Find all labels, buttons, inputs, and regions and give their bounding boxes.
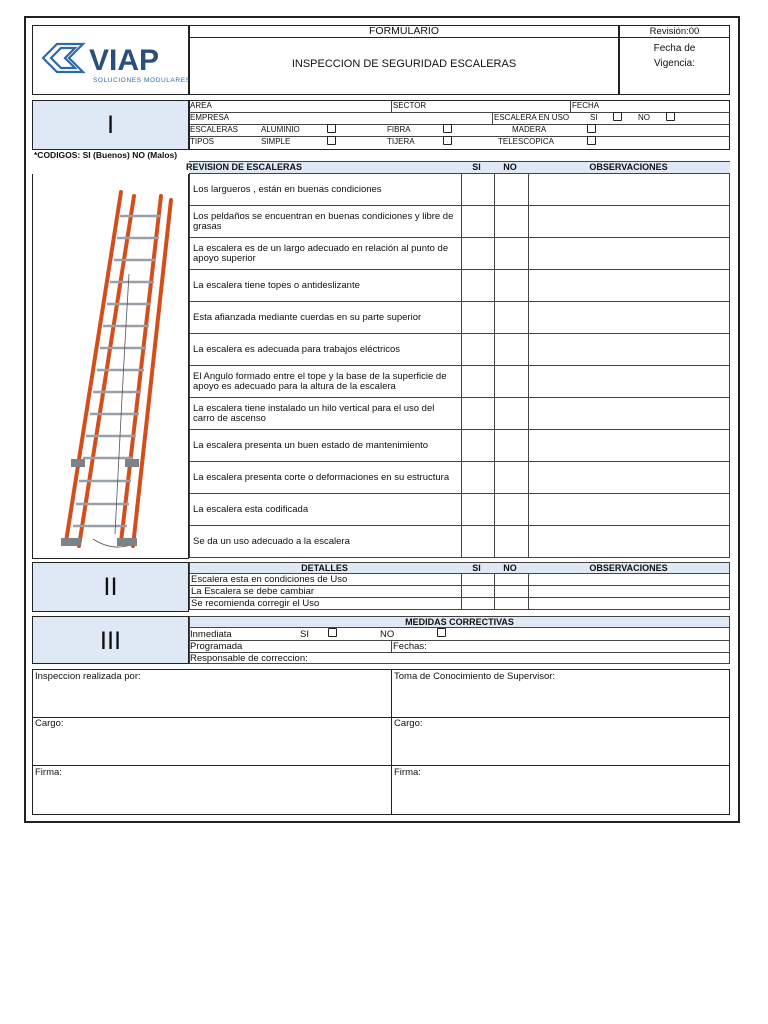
detalles-no-header: NO xyxy=(503,563,517,573)
revision-si-cell[interactable] xyxy=(461,462,494,494)
firma-left-label: Firma: xyxy=(35,767,62,778)
inmediata-si-checkbox[interactable] xyxy=(328,628,337,637)
madera-label: MADERA xyxy=(512,125,547,134)
toma-label: Toma de Conocimiento de Supervisor: xyxy=(394,671,556,682)
revision-no-cell[interactable] xyxy=(494,238,528,270)
revision-row xyxy=(189,398,730,430)
revision-row xyxy=(189,494,730,526)
uso-si-checkbox[interactable] xyxy=(613,112,622,121)
detalles-si-header: SI xyxy=(472,563,481,573)
revision-row xyxy=(189,526,730,558)
detalles-si-cell[interactable] xyxy=(461,586,494,598)
revision-si-cell[interactable] xyxy=(461,366,494,398)
telescopica-label: TELESCOPICA xyxy=(498,137,555,146)
cargo-right-label: Cargo: xyxy=(394,718,423,729)
revision-obs-cell[interactable] xyxy=(528,398,730,430)
inmediata-no-checkbox[interactable] xyxy=(437,628,446,637)
tipos-label: TIPOS xyxy=(190,137,215,146)
revision-no-cell[interactable] xyxy=(494,302,528,334)
revision-obs-cell[interactable] xyxy=(528,462,730,494)
detalles-no-cell[interactable] xyxy=(494,586,528,598)
detalles-row xyxy=(189,574,730,586)
detalles-obs-cell[interactable] xyxy=(528,598,730,610)
revision-item-text: La escalera tiene instalado un hilo vertical para el uso del carro de ascenso xyxy=(193,402,435,424)
revision-si-cell[interactable] xyxy=(461,174,494,206)
medidas-header: MEDIDAS CORRECTIVAS xyxy=(405,617,514,627)
tijera-checkbox[interactable] xyxy=(443,136,452,145)
revision-si-cell[interactable] xyxy=(461,302,494,334)
detalles-obs-cell[interactable] xyxy=(528,586,730,598)
section-i-box xyxy=(32,100,189,150)
revision-si-cell[interactable] xyxy=(461,398,494,430)
section-i-numeral: I xyxy=(106,111,115,139)
revision-no-cell[interactable] xyxy=(494,462,528,494)
revision-no-cell[interactable] xyxy=(494,334,528,366)
revision-si-cell[interactable] xyxy=(461,206,494,238)
ladder-image-cell xyxy=(32,174,189,559)
revision-header: REVISION DE ESCALERAS xyxy=(186,162,303,172)
revision-si-cell[interactable] xyxy=(461,238,494,270)
programada-label: Programada xyxy=(190,641,243,652)
inspeccion-label: Inspeccion realizada por: xyxy=(35,671,141,682)
revision-obs-cell[interactable] xyxy=(528,494,730,526)
form-title: INSPECCION DE SEGURIDAD ESCALERAS xyxy=(291,58,517,70)
signature-grid xyxy=(32,669,730,815)
aluminio-checkbox[interactable] xyxy=(327,124,336,133)
revision-row xyxy=(189,238,730,270)
empresa-label: EMPRESA xyxy=(190,113,230,122)
simple-label: SIMPLE xyxy=(261,137,291,146)
revision-obs-cell[interactable] xyxy=(528,366,730,398)
revision-no-cell[interactable] xyxy=(494,526,528,558)
revision-item-text: El Angulo formado entre el tope y la base de la superficie de apoyo es adecuado para la altura de la escalera xyxy=(193,370,447,392)
revision-item-text: La escalera es de un largo adecuado en relación al punto de apoyo superior xyxy=(193,242,449,264)
revision-obs-header: OBSERVACIONES xyxy=(589,162,668,172)
cargo-left-label: Cargo: xyxy=(35,718,64,729)
inmediata-label: Inmediata xyxy=(190,629,232,640)
revision-obs-cell[interactable] xyxy=(528,430,730,462)
madera-checkbox[interactable] xyxy=(587,124,596,133)
revision-obs-cell[interactable] xyxy=(528,334,730,366)
formulario-label: FORMULARIO xyxy=(368,25,439,37)
revision-no-cell[interactable] xyxy=(494,494,528,526)
detalles-item-text: Se recomienda corregir el Uso xyxy=(191,598,320,609)
responsable-label: Responsable de correccion: xyxy=(190,653,308,664)
section-ii-numeral: II xyxy=(103,573,118,601)
detalles-item-text: La Escalera se debe cambiar xyxy=(191,586,315,597)
ladder-image-icon xyxy=(33,174,190,559)
revision-no-cell[interactable] xyxy=(494,430,528,462)
section-iii-box xyxy=(32,616,189,664)
detalles-item-text: Escalera esta en condiciones de Uso xyxy=(191,574,348,585)
detalles-row xyxy=(189,598,730,610)
revision-no-cell[interactable] xyxy=(494,366,528,398)
revision-no-cell[interactable] xyxy=(494,206,528,238)
revision-no-header: NO xyxy=(503,162,517,172)
revision-si-cell[interactable] xyxy=(461,430,494,462)
revision-item-text: La escalera es adecuada para trabajos eléctricos xyxy=(193,343,401,355)
inmediata-no-label: NO xyxy=(380,629,395,640)
simple-checkbox[interactable] xyxy=(327,136,336,145)
fechas-label: Fechas: xyxy=(393,641,427,652)
firma-right-label: Firma: xyxy=(394,767,421,778)
fibra-checkbox[interactable] xyxy=(443,124,452,133)
revision-si-cell[interactable] xyxy=(461,270,494,302)
uso-no-label: NO xyxy=(638,113,650,122)
detalles-si-cell[interactable] xyxy=(461,574,494,586)
logo-box xyxy=(32,25,189,95)
revision-si-cell[interactable] xyxy=(461,334,494,366)
detalles-obs-cell[interactable] xyxy=(528,574,730,586)
detalles-si-cell[interactable] xyxy=(461,598,494,610)
sector-label: SECTOR xyxy=(393,101,427,110)
detalles-header: DETALLES xyxy=(301,563,348,573)
fecha-label: FECHA xyxy=(572,101,600,110)
section-iii-numeral: III xyxy=(99,627,122,655)
formulario-row xyxy=(189,25,619,38)
escalera-uso-label: ESCALERA EN USO xyxy=(494,113,570,122)
area-label: AREA xyxy=(190,101,212,110)
detalles-row xyxy=(189,586,730,598)
revision-obs-cell[interactable] xyxy=(528,526,730,558)
revision-row xyxy=(189,366,730,398)
detalles-obs-header: OBSERVACIONES xyxy=(589,563,668,573)
revision-obs-cell[interactable] xyxy=(528,302,730,334)
revision-no-cell[interactable] xyxy=(494,174,528,206)
revision-item-text: La escalera esta codificada xyxy=(193,503,309,515)
detalles-no-cell[interactable] xyxy=(494,574,528,586)
telescopica-checkbox[interactable] xyxy=(587,136,596,145)
inmediata-si-label: SI xyxy=(300,629,309,640)
revision-item-text: La escalera tiene topes o antideslizante xyxy=(193,279,360,291)
logo-tagline: SOLUCIONES MODULARES xyxy=(93,77,191,84)
viap-logo-icon xyxy=(41,40,191,84)
uso-no-checkbox[interactable] xyxy=(666,112,675,121)
revision-row xyxy=(619,25,730,38)
revision-item-text: La escalera presenta corte o deformaciones en su estructura xyxy=(193,471,450,483)
revision-obs-cell[interactable] xyxy=(528,206,730,238)
revision-row xyxy=(189,174,730,206)
revision-item-text: Los largueros , están en buenas condiciones xyxy=(193,183,382,195)
revision-obs-cell[interactable] xyxy=(528,174,730,206)
uso-si-label: SI xyxy=(590,113,598,122)
revision-item-text: La escalera presenta un buen estado de mantenimiento xyxy=(193,439,429,451)
revision-si-cell[interactable] xyxy=(461,494,494,526)
revision-row xyxy=(189,270,730,302)
revision-row xyxy=(189,334,730,366)
logo-brand: VIAP xyxy=(89,44,160,77)
revision-si-cell[interactable] xyxy=(461,526,494,558)
revision-row xyxy=(189,302,730,334)
revision-no-cell[interactable] xyxy=(494,270,528,302)
revision-obs-cell[interactable] xyxy=(528,270,730,302)
revision-no-cell[interactable] xyxy=(494,398,528,430)
section-ii-box xyxy=(32,562,189,612)
revision-row xyxy=(189,430,730,462)
tijera-label: TIJERA xyxy=(387,137,415,146)
revision-item-text: Los peldaños se encuentran en buenas condiciones y libre de grasas xyxy=(193,210,454,232)
fibra-label: FIBRA xyxy=(387,125,411,134)
revision-label: Revisión:00 xyxy=(649,26,700,37)
revision-item-text: Esta afianzada mediante cuerdas en su parte superior xyxy=(193,311,422,323)
fecha-vigencia-1: Fecha de xyxy=(653,43,696,54)
revision-row xyxy=(189,462,730,494)
escaleras-label: ESCALERAS xyxy=(190,125,239,134)
fecha-vigencia-2: Vigencia: xyxy=(654,58,695,69)
detalles-no-cell[interactable] xyxy=(494,598,528,610)
revision-row xyxy=(189,206,730,238)
revision-item-text: Se da un uso adecuado a la escalera xyxy=(193,535,350,547)
revision-si-header: SI xyxy=(472,162,481,172)
codigos-note: *CODIGOS: SI (Buenos) NO (Malos) xyxy=(34,150,178,160)
revision-obs-cell[interactable] xyxy=(528,238,730,270)
aluminio-label: ALUMINIO xyxy=(261,125,300,134)
